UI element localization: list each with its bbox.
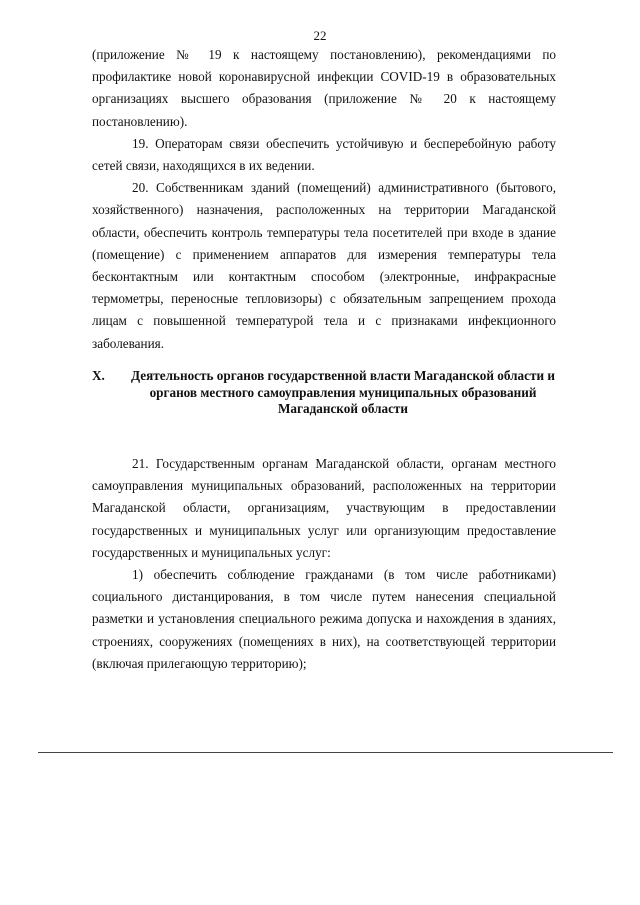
paragraph-19: 19. Операторам связи обеспечить устойчивую и бесперебойную работу сетей связи, находящихся в их ведении.: [92, 135, 556, 174]
text-block-upper: [92, 44, 556, 355]
page-number: 22: [313, 28, 327, 43]
section-number: X.: [92, 368, 105, 383]
paragraph-20: 20. Собственникам зданий (помещений) административного (бытового, хозяйственного) назначения, расположенных на территории Магаданской области, обеспечить контроль температуры тела посетителей при входе в здание (помещение) с применением аппаратов для измерения температуры тела бесконтактным или контактным способом (электронные, инфракрасные термометры, переносные тепловизоры) с обязательным запрещением прохода лицам с повышенной температурой тела и с признаками инфекционного заболевания.: [92, 180, 556, 351]
section-heading: [92, 368, 556, 418]
paragraph-continuation: (приложение № 19 к настоящему постановлению), рекомендациями по профилактике новой коронавирусной инфекции COVID-19 в образовательных организациях высшего образования (приложение № 20 к настоящему постановлению).: [92, 47, 556, 129]
text-block-lower: [92, 453, 556, 675]
paragraph-21: 21. Государственным органам Магаданской области, органам местного самоуправления муниципальных образований, расположенных на территории Магаданской области, организациям, участвующим в предоставлении государственных и муниципальных услуг или организующим предоставление государственных и муниципальных услуг:: [92, 456, 556, 560]
paragraph-21-item-1: 1) обеспечить соблюдение гражданами (в том числе работниками) социального дистанцирования, в том числе путем нанесения специальной разметки и установления специального режима допуска и нахождения в зданиях, строениях, сооружениях (помещениях в них), на соответствующей территории (включая прилегающую территорию);: [92, 567, 556, 671]
section-title: Деятельность органов государственной власти Магаданской области и органов местного самоуправления муниципальных образований Магаданской области: [131, 368, 555, 416]
bottom-divider: [38, 752, 613, 753]
